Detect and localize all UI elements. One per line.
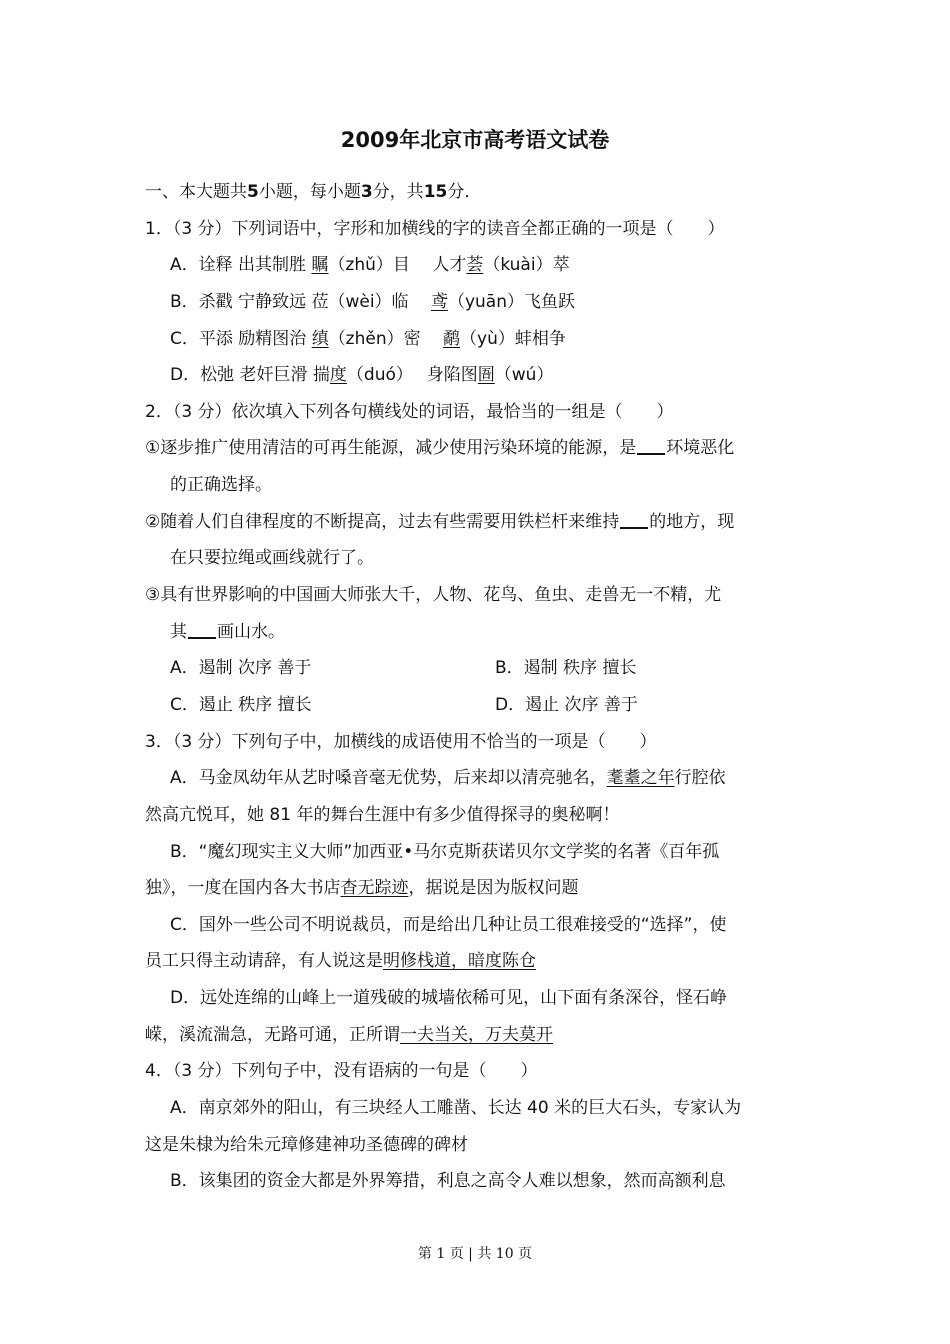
text-segment: B．“魔幻现实主义大师”加西亚•马尔克斯获诺贝尔文学奖的名著《百年孤 — [170, 841, 720, 862]
text-line — [145, 760, 810, 797]
page-footer: 第 1 页 | 共 10 页 — [417, 1246, 533, 1262]
text-line — [145, 577, 810, 614]
page-title — [0, 124, 950, 154]
underlined-text: 瞩 — [311, 255, 329, 276]
text-line — [145, 1127, 810, 1164]
underlined-text: 一夫当关，万夫莫开 — [400, 1024, 553, 1045]
text-line — [145, 724, 810, 761]
text-segment: 这是朱棣为给朱元璋修建神功圣德碑的碑材 — [145, 1134, 468, 1155]
text-segment: 环境恶化 — [666, 438, 735, 459]
text-segment: 15 — [423, 182, 448, 202]
text-segment: 1．（3 分）下列词语中，字形和加横线的字的读音全都正确的一项是（ ） — [145, 218, 725, 239]
text-line — [145, 504, 810, 541]
text-line — [145, 687, 810, 724]
text-segment: 然高亢悦耳，她 81 年的舞台生涯中有多少值得探寻的奥秘啊！ — [145, 804, 620, 825]
text-segment: 员工只得主动请辞，有人说这是 — [145, 951, 383, 972]
text-line — [145, 943, 810, 980]
text-line — [145, 321, 810, 358]
text-segment: 分． — [447, 182, 482, 202]
text-segment: 一、本大题共 — [145, 182, 247, 202]
option-column: A．遏制 次序 善于 — [170, 658, 312, 679]
fill-blank — [188, 619, 216, 639]
underlined-text: 杳无踪迹 — [340, 878, 409, 899]
text-segment: 的地方，现 — [649, 511, 735, 532]
text-segment: 4．（3 分）下列句子中，没有语病的一句是（ ） — [145, 1061, 538, 1082]
option-column: C．遏止 秩序 擅长 — [170, 694, 312, 715]
title-year: 2009 — [340, 128, 400, 152]
text-segment: 行腔依 — [674, 768, 726, 789]
text-segment: 小题，每小题 — [258, 182, 361, 202]
text-segment: 3 — [360, 182, 373, 202]
underlined-text: 度 — [329, 365, 347, 386]
text-segment: 独》，一度在国内各大书店 — [145, 878, 341, 899]
text-segment: （yù）蚌相争 — [460, 328, 566, 349]
text-segment: （zhěn）密 — [328, 328, 444, 349]
text-line — [145, 1090, 810, 1127]
text-segment: ③具有世界影响的中国画大师张大千，人物、花鸟、鱼虫、走兽无一不精，尤 — [145, 585, 722, 606]
underlined-text: 圄 — [477, 365, 495, 386]
option-column: D．遏止 次序 善于 — [495, 694, 638, 715]
text-line — [145, 247, 810, 284]
text-line — [145, 1053, 810, 1090]
option-column: B．遏制 秩序 擅长 — [495, 658, 637, 679]
text-segment: ，据说是因为版权问题 — [408, 878, 579, 899]
text-segment: 其 — [170, 621, 187, 642]
text-segment: （yuān）飞鱼跃 — [447, 291, 575, 312]
text-segment: ②随着人们自律程度的不断提高，过去有些需要用铁栏杆来维持 — [145, 511, 620, 532]
text-line — [145, 907, 810, 944]
underlined-text: 荟 — [466, 255, 484, 276]
text-segment: （duó） 身陷图 — [346, 365, 478, 386]
text-segment: ①逐步推广使用清洁的可再生能源，减少使用污染环境的能源，是 — [145, 438, 637, 459]
text-segment: 5 — [247, 182, 259, 202]
text-line — [145, 467, 810, 504]
text-line — [145, 174, 810, 211]
text-segment: （kuài）萃 — [483, 255, 570, 276]
text-segment: A．南京郊外的阳山，有三块经人工雕凿、长达 40 米的巨大石头，专家认为 — [170, 1098, 742, 1119]
text-line — [145, 357, 810, 394]
underlined-text: 鸢 — [430, 291, 448, 312]
text-line — [145, 1017, 810, 1054]
text-segment: 在只要拉绳或画线就行了。 — [170, 548, 374, 569]
text-segment: A．马金凤幼年从艺时嗓音毫无优势，后来却以清亮驰名， — [170, 768, 607, 789]
underlined-text: 耄耋之年 — [606, 768, 675, 789]
text-segment: C．国外一些公司不明说裁员，而是给出几种让员工很难接受的“选择”，使 — [170, 914, 727, 935]
text-line — [145, 211, 810, 248]
text-line — [145, 614, 810, 651]
text-line — [145, 540, 810, 577]
fill-blank — [620, 509, 648, 529]
text-line — [145, 284, 810, 321]
text-line — [145, 980, 810, 1017]
text-segment: A．诠释 出其制胜 — [170, 255, 312, 276]
text-line — [145, 1163, 810, 1200]
text-segment: 的正确选择。 — [170, 475, 272, 496]
text-segment: （wú） — [494, 365, 554, 386]
text-line — [145, 394, 810, 431]
text-segment: B．杀戳 宁静致远 莅（wèi）临 — [170, 291, 431, 312]
underlined-text: 鹬 — [443, 328, 461, 349]
text-line — [145, 797, 810, 834]
text-segment: 分，共 — [372, 182, 424, 202]
title-text: 年北京市高考语文试卷 — [399, 128, 610, 152]
text-segment: D．松弛 老奸巨滑 揣 — [170, 365, 330, 386]
document-body — [145, 174, 810, 1200]
underlined-text: 明修栈道，暗度陈仓 — [383, 951, 536, 972]
text-segment: D．远处连绵的山峰上一道残破的城墙依稀可见，山下面有条深谷，怪石峥 — [170, 988, 728, 1009]
text-segment: C．平添 励精图治 — [170, 328, 312, 349]
text-line — [145, 834, 810, 871]
text-line — [145, 650, 810, 687]
text-segment: 3．（3 分）下列句子中，加横线的成语使用不恰当的一项是（ ） — [145, 731, 657, 752]
text-segment: （zhǔ）目 人才 — [328, 255, 467, 276]
text-line — [145, 430, 810, 467]
text-segment: B．该集团的资金大都是外界筹措，利息之高令人难以想象，然而高额利息 — [170, 1171, 726, 1192]
underlined-text: 缜 — [311, 328, 329, 349]
fill-blank — [637, 435, 665, 455]
text-segment: 画山水。 — [217, 621, 285, 642]
text-segment: 2．（3 分）依次填入下列各句横线处的词语，最恰当的一组是（ ） — [145, 401, 674, 422]
text-segment: 嵘，溪流湍急，无路可通，正所谓 — [145, 1024, 400, 1045]
text-line — [145, 870, 810, 907]
